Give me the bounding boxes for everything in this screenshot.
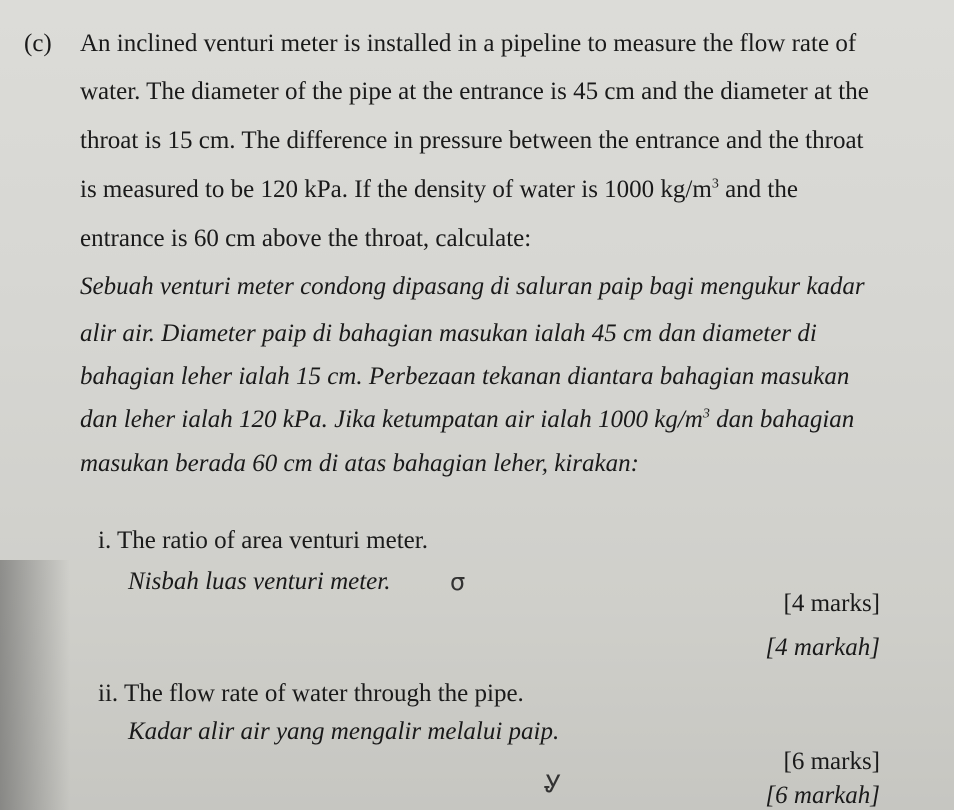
part-i-english: i. The ratio of area venturi meter. (98, 527, 428, 554)
english-line-4: is measured to be 120 kPa. If the density of water is 1000 $kg/m^3$ and the (80, 176, 798, 203)
part-ii-marks: [6 marks] (783, 748, 880, 775)
part-ii-markah: [6 markah] (765, 782, 880, 809)
pencil-mark-2: Ꮍ (544, 770, 562, 798)
part-ii-malay: Kadar alir air yang mengalir melalui paip. (128, 718, 560, 745)
english-line-1: An inclined venturi meter is installed in a pipeline to measure the flow rate of (80, 30, 857, 57)
malay-line-4: dan leher ialah 120 kPa. Jika ketumpatan air ialah 1000 $kg/m^3$ dan bahagian (80, 406, 855, 433)
part-i-malay: Nisbah luas venturi meter. (128, 568, 391, 595)
part-i-markah: [4 markah] (765, 634, 880, 661)
malay-line-1: Sebuah venturi meter condong dipasang di saluran paip bagi mengukur kadar (80, 273, 865, 300)
malay-line-2: alir air. Diameter paip di bahagian masukan ialah 45 cm dan diameter di (80, 320, 817, 347)
english-line-2: water. The diameter of the pipe at the entrance is 45 cm and the diameter at the (80, 78, 869, 105)
page-shadow (0, 560, 70, 810)
pencil-mark-1: σ (450, 568, 466, 596)
english-line-3: throat is 15 cm. The difference in pressure between the entrance and the throat (80, 127, 864, 154)
part-ii-english: ii. The flow rate of water through the pipe. (98, 680, 524, 707)
part-i-marks: [4 marks] (783, 590, 880, 617)
question-label: (c) (24, 30, 52, 57)
malay-line-3: bahagian leher ialah 15 cm. Perbezaan tekanan diantara bahagian masukan (80, 363, 850, 390)
english-line-5: entrance is 60 cm above the throat, calculate: (80, 225, 532, 252)
malay-line-5: masukan berada 60 cm di atas bahagian leher, kirakan: (80, 450, 639, 477)
